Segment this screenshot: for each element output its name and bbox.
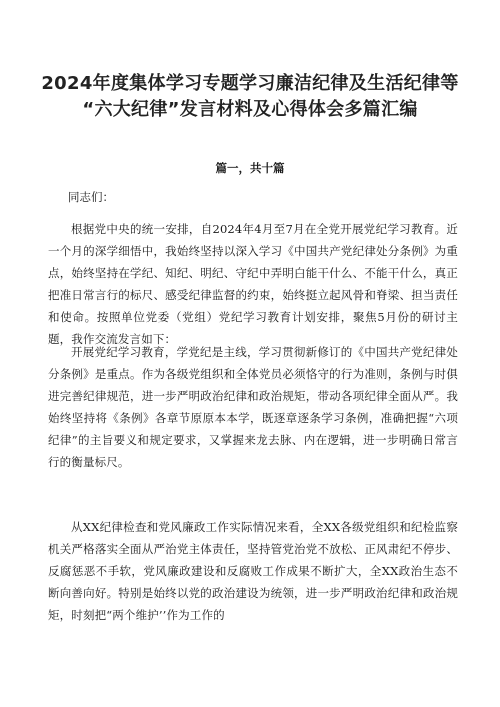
body-paragraph-2: 开展党纪学习教育，学党纪是主线，学习贯彻新修订的《中国共产党纪律处分条例》是重点。作为各级党组织和全体党员必须恪守的行为准则，条例与时俱进完善纪律规范，进一步严明政治纪律和政治规矩，带动各项纪律全面从严。我始终坚持将《条例》各章节原原本本学，既逐章逐条学习条例，准确把握“六项纪律”的主旨要义和规定要求，又掌握来龙去脉、内在逻辑，进一步明确日常言行的衡量标尺。 — [48, 345, 458, 469]
salutation: 同志们： — [68, 190, 114, 204]
body-paragraph-3: 从XX纪律检查和党风廉政工作实际情况来看，全XX各级党组织和纪检监察机关严格落实全面从严治党主体责任，坚持管党治党不放松、正风肃纪不停步、反腐惩恶不手软，党风廉政建设和反腐败工作成果不断扩大，全XX政治生态不断向善向好。特别是始终以党的政治建设为统领，进一步严明政治纪律和政治规矩，时刻把“两个维护’’作为工作的 — [48, 520, 458, 622]
document-title-line-1: 2024年度集体学习专题学习廉洁纪律及生活纪律等 — [41, 73, 459, 94]
body-paragraph-1: 根据党中央的统一安排，自2024年4月至7月在全党开展党纪学习教育。近一个月的深学细悟中，我始终坚持以深入学习《中国共产党纪律处分条例》为重点，始终坚持在学纪、知纪、明纪、守纪中弄明白能干什么、不能干什么，真正把准日常言行的标尺、感受纪律监督的约束，始终挺立起风骨和脊梁、担当责任和使命。按照单位党委（党组）党纪学习教育计划安排，聚焦5月份的研讨主题，我作交流发言如下： — [48, 222, 458, 346]
document-title-line-2: “六大纪律”发言材料及心得体会多篇汇编 — [82, 99, 418, 120]
section-heading: 篇一，共十篇 — [215, 161, 285, 175]
